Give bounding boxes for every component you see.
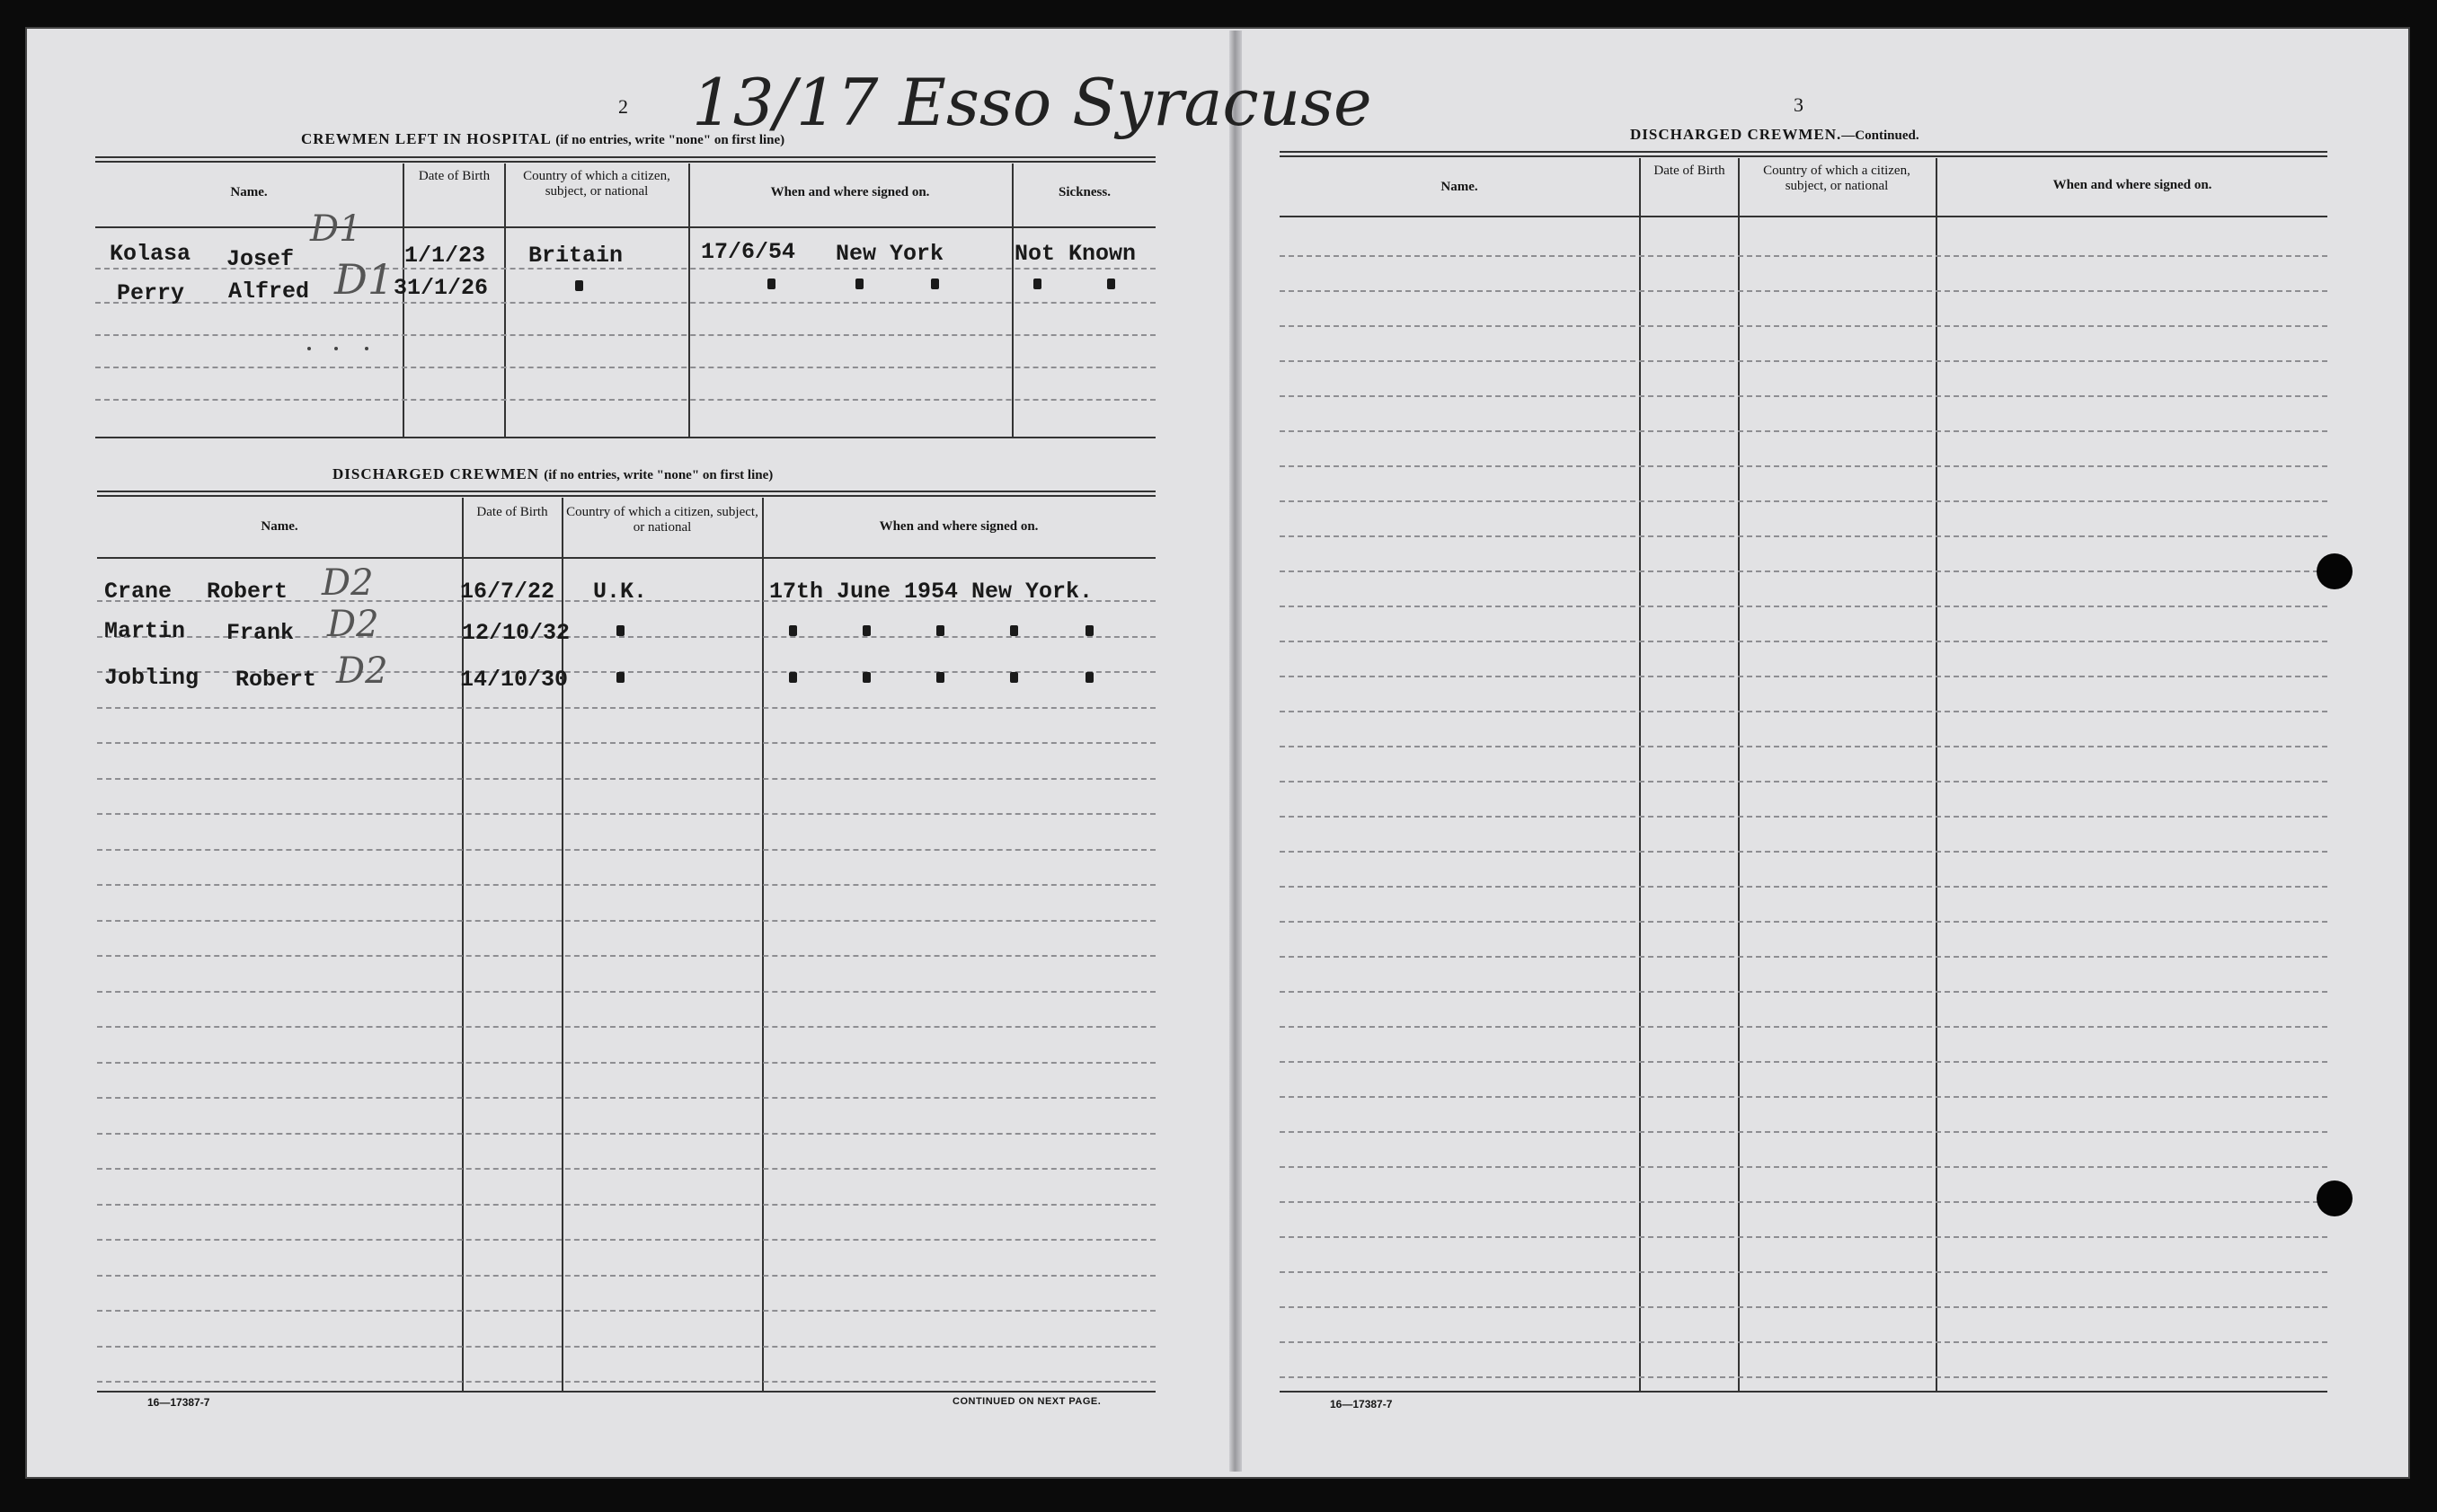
date-of-birth: 1/1/23 (404, 243, 486, 269)
hospital-bottom-rule (95, 437, 1156, 438)
discharged-subtitle-text: (if no entries, write "none" on first line) (544, 468, 774, 482)
ditto-mark (1033, 279, 1041, 289)
ruled-line (1280, 1166, 2327, 1168)
discharged-title-text: DISCHARGED CREWMEN (332, 465, 540, 482)
ruled-line (1280, 1271, 2327, 1273)
discharged-section-title (332, 465, 773, 483)
right-header-rule (1280, 216, 2327, 217)
ruled-line (1280, 500, 2327, 502)
given-name: Alfred (228, 279, 310, 305)
hospital-col-sickness: Sickness. (1059, 185, 1111, 199)
discharged-col-name: Name. (261, 519, 298, 534)
hospital-col-divider (1012, 164, 1014, 438)
ditto-mark (789, 672, 797, 683)
ruled-line (1280, 1061, 2327, 1063)
ruled-line (1280, 1131, 2327, 1133)
discharged-col-divider (762, 498, 764, 1391)
right-subtitle-text: —Continued. (1841, 128, 1919, 143)
ruled-line (97, 1026, 1156, 1028)
ledger-sheet (25, 27, 2410, 1479)
right-col-divider (1936, 158, 1937, 1393)
punch-hole (2317, 553, 2353, 589)
ruled-line (1280, 991, 2327, 993)
hospital-col-dob: Date of Birth (418, 169, 491, 183)
ditto-mark (1086, 672, 1094, 683)
ruled-line (1280, 570, 2327, 572)
continued-note: CONTINUED ON NEXT PAGE. (953, 1396, 1102, 1407)
given-name: Robert (207, 579, 288, 605)
page-number: 3 (1794, 93, 1803, 116)
ruled-line (1280, 816, 2327, 818)
ditto-mark (863, 672, 871, 683)
form-number: 16—17387-7 (1330, 1398, 1393, 1410)
surname: Perry (117, 280, 185, 306)
right-col-divider (1738, 158, 1740, 1393)
right-col-signed: When and where signed on. (2052, 178, 2212, 192)
ditto-mark (936, 625, 944, 636)
country: U.K. (593, 579, 648, 605)
date-of-birth: 12/10/32 (462, 620, 571, 646)
surname: Jobling (104, 665, 199, 691)
ruled-line (1280, 676, 2327, 677)
ruled-line (97, 1168, 1156, 1170)
ruled-line (1280, 430, 2327, 432)
ruled-line (1280, 641, 2327, 642)
given-name: Josef (226, 246, 295, 272)
ditto-mark (931, 279, 939, 289)
ruled-line (1280, 781, 2327, 783)
hospital-line (95, 334, 1156, 336)
ruled-line (1280, 465, 2327, 467)
ditto-mark (1107, 279, 1115, 289)
ruled-line (1280, 1341, 2327, 1343)
hospital-col-signed: When and where signed on. (770, 185, 930, 199)
right-title-text: DISCHARGED CREWMEN. (1630, 126, 1842, 143)
ditto-mark (789, 625, 797, 636)
discharged-bottom-rule (97, 1391, 1156, 1393)
ruled-line (1280, 1201, 2327, 1203)
date-of-birth: 14/10/30 (460, 667, 569, 693)
ruled-line (1280, 325, 2327, 327)
ruled-line (1280, 395, 2327, 397)
ruled-line (1280, 921, 2327, 923)
ditto-mark (575, 280, 583, 291)
ruled-line (97, 991, 1156, 993)
hospital-section-title (301, 130, 784, 148)
ruled-line (1280, 1026, 2327, 1028)
ruled-line (97, 1097, 1156, 1099)
ruled-line (97, 955, 1156, 957)
hospital-col-name: Name. (230, 185, 268, 199)
surname: Crane (104, 579, 173, 605)
handwritten-mark: D2 (322, 562, 374, 604)
hospital-line (95, 367, 1156, 368)
page-number: 2 (618, 95, 628, 118)
ditto-mark (936, 672, 944, 683)
ruled-line (97, 1346, 1156, 1348)
date-of-birth: 31/1/26 (394, 275, 489, 301)
discharged-top-rule (97, 491, 1156, 497)
hospital-top-rule (95, 156, 1156, 163)
right-col-dob: Date of Birth (1653, 164, 1725, 178)
date-of-birth: 16/7/22 (460, 579, 555, 605)
form-number: 16—17387-7 (147, 1396, 210, 1409)
punch-hole (2317, 1180, 2353, 1216)
ruled-line (1280, 1096, 2327, 1098)
speck (334, 347, 338, 350)
speck (365, 347, 368, 350)
handwritten-mark: D2 (336, 650, 388, 692)
right-bottom-rule (1280, 1391, 2327, 1393)
country: Britain (528, 243, 624, 269)
speck (307, 347, 311, 350)
ruled-line (97, 707, 1156, 709)
ruled-line (97, 778, 1156, 780)
ditto-mark (863, 625, 871, 636)
given-name: Robert (235, 667, 317, 693)
discharged-col-dob: Date of Birth (476, 505, 548, 519)
ruled-line (1280, 290, 2327, 292)
ruled-line (97, 1239, 1156, 1241)
ruled-line (1280, 255, 2327, 257)
hospital-line (95, 399, 1156, 401)
hospital-subtitle-text: (if no entries, write "none" on first line) (555, 133, 785, 147)
signed-on: 17th June 1954 New York. (769, 579, 1094, 605)
ruled-line (1280, 1306, 2327, 1308)
right-col-divider (1639, 158, 1641, 1393)
ruled-line (1280, 1236, 2327, 1238)
ruled-line (1280, 886, 2327, 888)
ruled-line (1280, 956, 2327, 958)
discharged-col-country: Country of which a citizen, subject, or national (566, 505, 758, 535)
handwritten-mark: D2 (327, 604, 379, 645)
ruled-line (97, 1133, 1156, 1135)
ruled-line (1280, 1376, 2327, 1378)
ruled-line (97, 849, 1156, 851)
hospital-header-rule (95, 226, 1156, 228)
hospital-col-divider (504, 164, 506, 438)
right-section-title (1630, 126, 1919, 144)
ruled-line (1280, 606, 2327, 607)
hospital-col-country: Country of which a citizen, subject, or national (523, 169, 670, 199)
signed-place: New York (836, 241, 944, 267)
discharged-col-signed: When and where signed on. (879, 519, 1039, 534)
signed-date: 17/6/54 (701, 239, 796, 265)
ruled-line (97, 1275, 1156, 1277)
right-col-country: Country of which a citizen, subject, or national (1763, 164, 1910, 193)
handwritten-mark: D1 (334, 255, 394, 304)
ditto-mark (1010, 672, 1018, 683)
discharged-header-rule (97, 557, 1156, 559)
handwritten-mark: D1 (310, 208, 362, 250)
given-name: Frank (226, 620, 295, 646)
ruled-line (97, 742, 1156, 744)
ditto-mark (767, 279, 775, 289)
ruled-line (97, 1310, 1156, 1312)
ditto-mark (616, 672, 625, 683)
ruled-line (97, 884, 1156, 886)
ruled-line (97, 920, 1156, 922)
page-fold (1229, 31, 1242, 1472)
ruled-line (97, 1381, 1156, 1383)
ditto-mark (855, 279, 864, 289)
ruled-line (1280, 360, 2327, 362)
ruled-line (1280, 535, 2327, 537)
ditto-mark (616, 625, 625, 636)
hospital-col-divider (688, 164, 690, 438)
surname: Martin (104, 618, 186, 644)
ruled-line (97, 1204, 1156, 1206)
right-col-name: Name. (1440, 180, 1478, 194)
ruled-line (1280, 851, 2327, 853)
ditto-mark (1086, 625, 1094, 636)
hospital-title-text: CREWMEN LEFT IN HOSPITAL (301, 130, 551, 147)
ruled-line (1280, 711, 2327, 712)
ruled-line (1280, 746, 2327, 747)
surname: Kolasa (110, 241, 191, 267)
sickness: Not Known (1015, 241, 1137, 267)
ruled-line (97, 813, 1156, 815)
ditto-mark (1010, 625, 1018, 636)
ruled-line (97, 1062, 1156, 1064)
right-top-rule (1280, 151, 2327, 157)
handwritten-ship-name: 13/17 Esso Syracuse (692, 65, 1372, 140)
